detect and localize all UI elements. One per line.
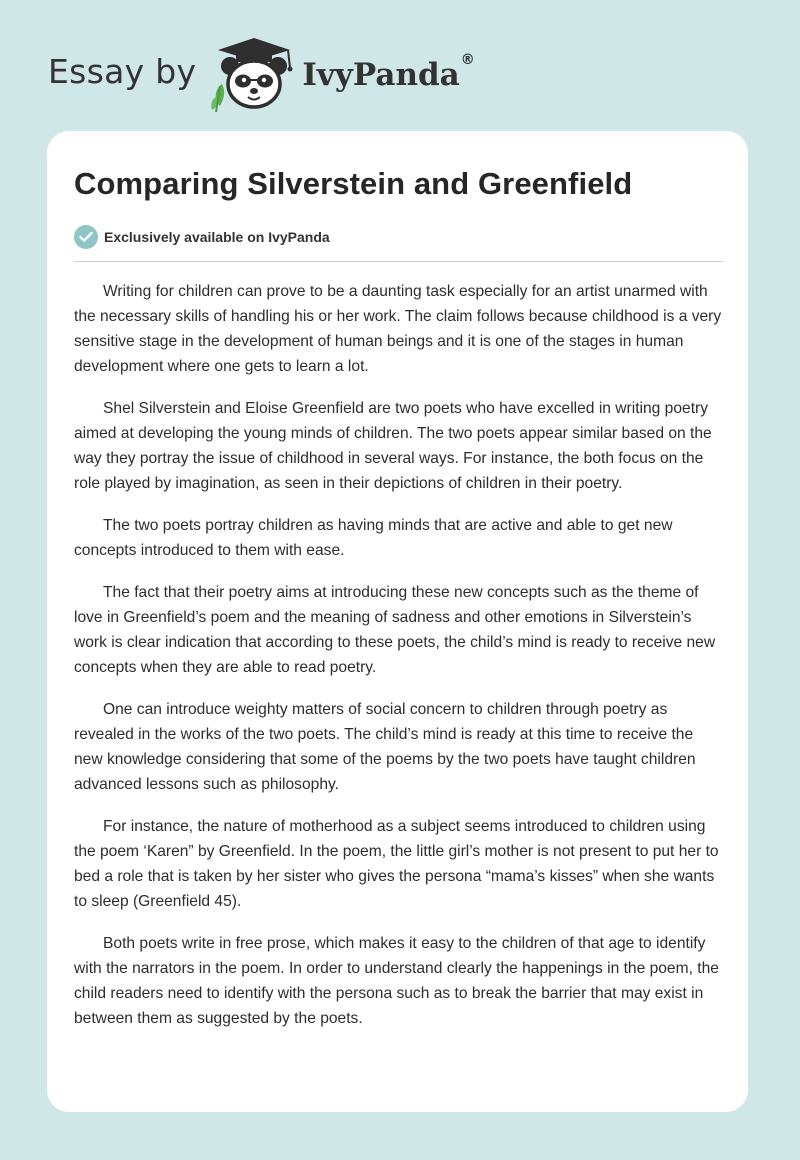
essay-paragraph: Writing for children can prove to be a daunting task especially for an artist unarmed with the necessary skills of handling his or her work. The claim follows because childhood is a very sensitive stage in the development of human beings and it is one of the stages in human development where one gets to learn a lot. (74, 283, 722, 375)
essay-paragraph: Shel Silverstein and Eloise Greenfield are two poets who have excelled in writing poetry aimed at developing the young minds of children. The two poets appear similar based on the way they portray the issue of childhood in several ways. For instance, the both focus on the role played by imagination, as seen in their depictions of children in their poetry. (74, 400, 712, 492)
essay-card (47, 131, 748, 1112)
essay-by-label: Essay by (48, 51, 197, 91)
check-circle-icon (74, 225, 98, 249)
essay-title: Comparing Silverstein and Greenfield (74, 166, 633, 201)
exclusive-label: Exclusively available on IvyPanda (104, 229, 330, 245)
essay-paragraph: The two poets portray children as having minds that are active and able to get new concepts introduced to them with ease. (74, 517, 673, 559)
essay-paragraph: For instance, the nature of motherhood as a subject seems introduced to children using the poem ‘Karen” by Greenfield. In the poem, the little girl’s mother is not present to put her to bed a role that is taken by her sister who gives the persona “mama’s kisses” when she wants to sleep (Greenfield 45). (74, 818, 719, 910)
essay-paragraph: The fact that their poetry aims at introducing these new concepts such as the theme of love in Greenfield’s poem and the meaning of sadness and other emotions in Silverstein’s work is clear indication that according to these poets, the child’s mind is ready to receive new concepts when they are able to read poetry. (74, 584, 716, 676)
brand-name[interactable]: IvyPanda (302, 57, 460, 93)
divider (74, 261, 723, 262)
essay-paragraph: Both poets write in free prose, which makes it easy to the children of that age to identify with the narrators in the poem. In order to understand clearly the happenings in the poem, the child readers need to identify with the persona such as to break the barrier that may exist in between them as suggested by the poets. (74, 935, 719, 1027)
registered-mark: ® (460, 52, 475, 68)
essay-body (74, 279, 722, 1031)
essay-paragraph: One can introduce weighty matters of social concern to children through poetry as revealed in the works of the two poets. The child’s mind is ready at this time to receive the new knowledge considering that some of the poems by the two poets have taught children advanced lessons such as philosophy. (74, 701, 696, 793)
site-header (48, 34, 475, 114)
exclusive-badge (74, 224, 722, 250)
panda-graduate-logo-icon[interactable] (208, 34, 300, 114)
